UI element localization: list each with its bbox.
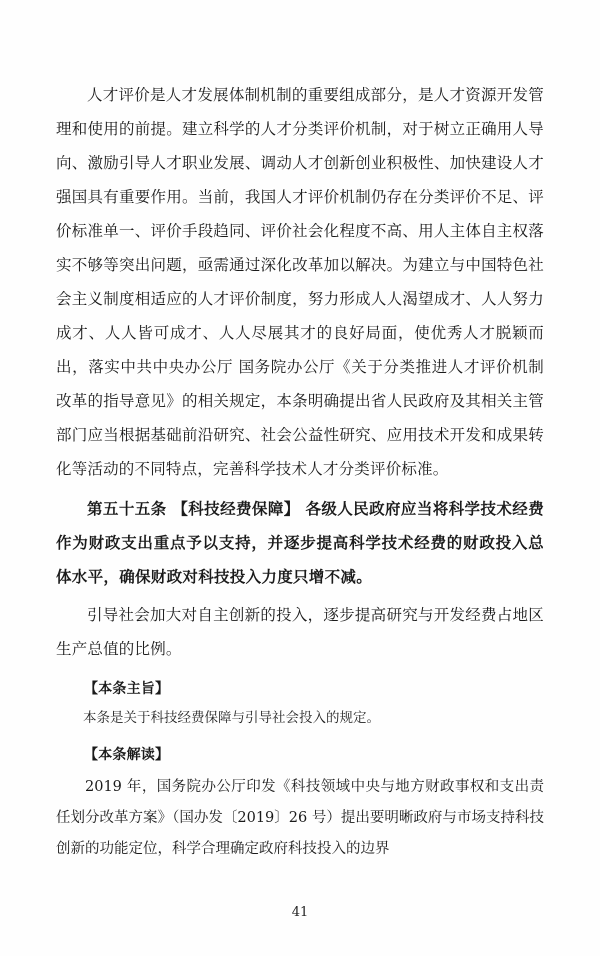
page-number: 41: [291, 905, 309, 920]
paragraph-social-investment: 引导社会加大对自主创新的投入，逐步提高研究与开发经费占地区生产总值的比例。: [56, 606, 544, 658]
section-text-main-purport: 本条是关于科技经费保障与引导社会投入的规定。: [83, 710, 380, 726]
paragraph-talent-evaluation: 人才评价是人才发展体制机制的重要组成部分，是人才资源开发管理和使用的前提。建立科学的人才分类评价机制，对于树立正确用人导向、激励引导人才职业发展、调动人才创新创业积极性、加快建设人才强国具有重要作用。当前，我国人才评价机制仍存在分类评价不足、评价标准单一、评价手段趋同、评价社会化程度不高、用人主体自主权落实不够等突出问题，亟需通过深化改革加以解决。为建立与中国特色社会主义制度相适应的人才评价制度，努力形成人人渴望成才、人人努力成才、人人皆可成才、人人尽展其才的良好局面，使优秀人才脱颖而出，落实中共中央办公厅 国务院办公厅《关于分类推进人才评价机制改革的指导意见》的相关规定，本条明确提出省人民政府及其相关主管部门应当根据基础前沿研究、社会公益性研究、应用技术开发和成果转化等活动的不同特点，完善科学技术人才分类评价标准。: [56, 86, 544, 478]
section-text-interpretation: 2019 年，国务院办公厅印发《科技领域中央与地方财政事权和支出责任划分改革方案》（国办发〔2019〕26 号）提出要明晰政府与市场支持科技创新的功能定位，科学合理确定政府科技投入的边界: [56, 779, 544, 857]
section-heading-main-purport: 【本条主旨】: [84, 681, 170, 697]
paragraph-article-55: 第五十五条 【科技经费保障】 各级人民政府应当将科学技术经费作为财政支出重点予以支持，并逐步提高科学技术经费的财政投入总体水平，确保财政对科技投入力度只增不减。: [56, 499, 544, 586]
section-heading-interpretation: 【本条解读】: [84, 747, 170, 763]
